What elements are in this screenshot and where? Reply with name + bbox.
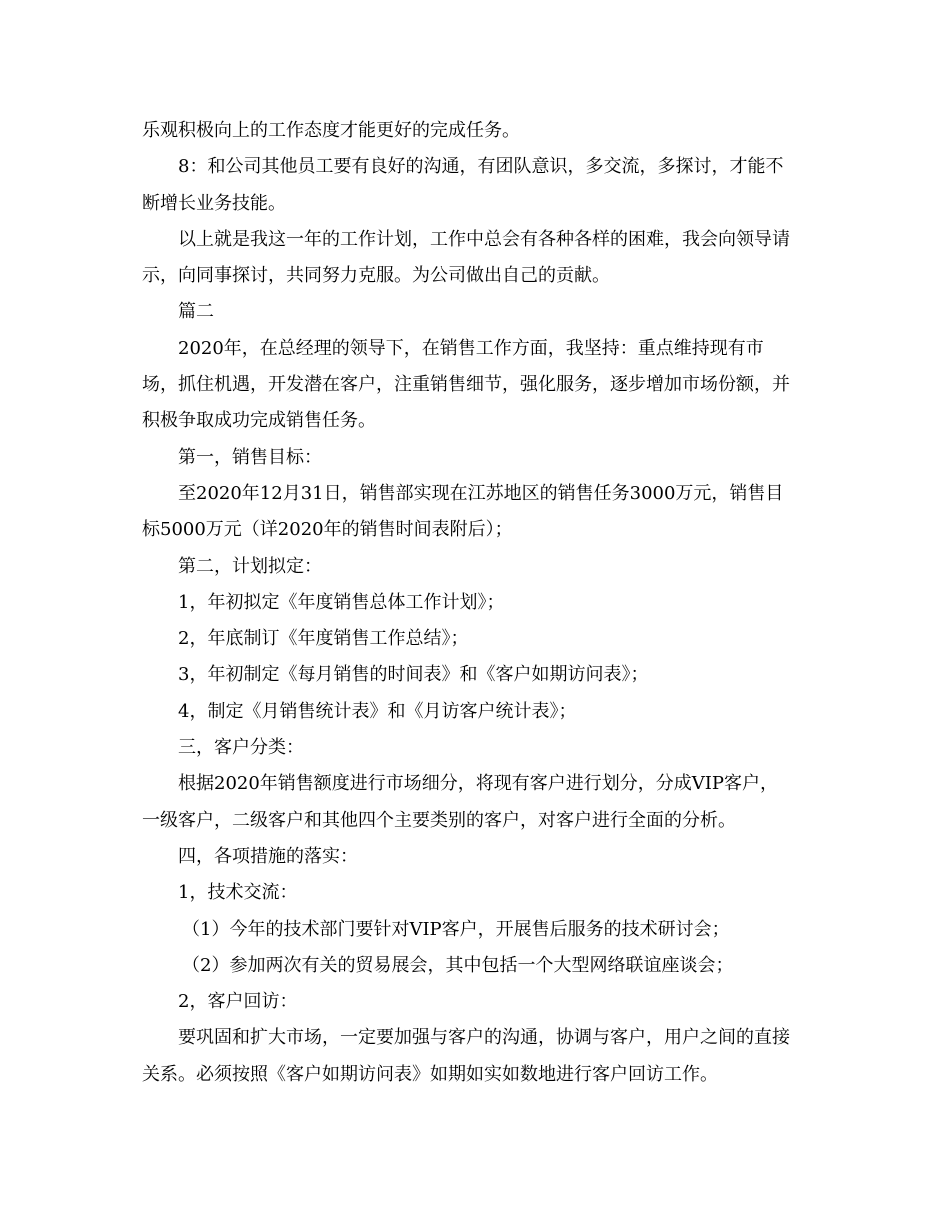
list-item: 1，技术交流：	[178, 882, 298, 904]
text-line: 关系。必须按照《客户如期访问表》如期如实如数地进行客户回访工作。	[142, 1063, 718, 1085]
list-item: 1，年初拟定《年度销售总体工作计划》；	[178, 591, 505, 613]
section-heading: 篇二	[178, 301, 214, 323]
document-body	[142, 113, 812, 1093]
text-line: 场，抓住机遇，开发潜在客户，注重销售细节，强化服务，逐步增加市场份额，并	[142, 374, 790, 396]
text-line: 一级客户，二级客户和其他四个主要类别的客户，对客户进行全面的分析。	[142, 809, 736, 831]
text-line: 以上就是我这一年的工作计划，工作中总会有各种各样的困难，我会向领导请	[178, 228, 790, 250]
section-heading: 第一，销售目标：	[178, 446, 322, 468]
section-heading: 第二，计划拟定：	[178, 555, 322, 577]
list-item: 3，年初制定《每月销售的时间表》和《客户如期访问表》；	[178, 664, 649, 686]
text-line: 乐观积极向上的工作态度才能更好的完成任务。	[142, 120, 520, 141]
section-heading: 四，各项措施的落实：	[178, 845, 358, 867]
text-line: 8：和公司其他员工要有良好的沟通，有团队意识，多交流，多探讨，才能不	[178, 156, 784, 178]
list-item: （2）参加两次有关的贸易展会，其中包括一个大型网络联谊座谈会；	[182, 954, 734, 976]
text-line: 积极争取成功完成销售任务。	[142, 410, 376, 432]
text-line: 示，向同事探讨，共同努力克服。为公司做出自己的贡献。	[142, 265, 610, 287]
text-line: 至2020年12月31日，销售部实现在江苏地区的销售任务3000万元，销售目	[178, 482, 784, 504]
list-item: 2，客户回访：	[178, 991, 298, 1013]
text-line: 根据2020年销售额度进行市场细分，将现有客户进行划分，分成VIP客户，	[178, 773, 779, 795]
list-item: 2，年底制订《年度销售工作总结》；	[178, 628, 469, 650]
list-item: （1）今年的技术部门要针对VIP客户，开展售后服务的技术研讨会；	[182, 918, 730, 940]
text-line: 标5000万元（详2020年的销售时间表附后）；	[142, 519, 513, 541]
section-heading: 三，客户分类：	[178, 737, 304, 759]
text-line: 断增长业务技能。	[142, 192, 286, 214]
text-line: 要巩固和扩大市场，一定要加强与客户的沟通，协调与客户，用户之间的直接	[178, 1027, 790, 1049]
text-line: 2020年，在总经理的领导下，在销售工作方面，我坚持：重点维持现有市	[178, 337, 764, 359]
list-item: 4，制定《月销售统计表》和《月访客户统计表》；	[178, 700, 577, 722]
